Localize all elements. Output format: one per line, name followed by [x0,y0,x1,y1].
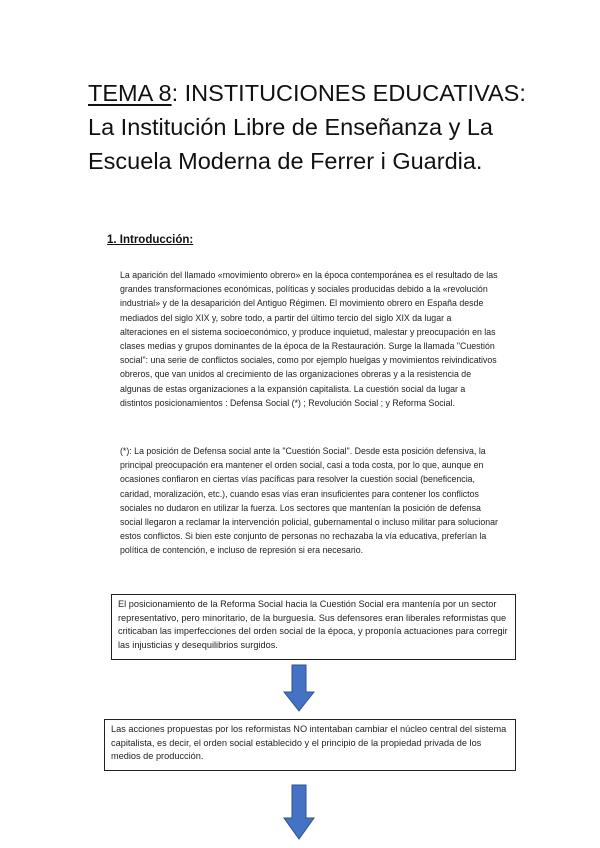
section-heading-introduccion: 1. Introducción: [107,234,194,246]
down-arrow-icon [283,664,315,712]
flow-box-acciones-reformistas: Las acciones propuestas por los reformistas NO intentaban cambiar el núcleo central del sistema capitalista, es decir, el orden social establecido y el principio de la propiedad privada de los medios de producción. [104,719,516,771]
title-topic-name: : INSTITUCIONES EDUCATIVAS: La Institución Libre de Enseñanza y La Escuela Moderna de Ferrer i Guardia. [88,80,526,174]
intro-paragraph-2: (*): La posición de Defensa social ante la "Cuestión Social". Desde esta posición defensiva, la principal preocupación era mantener el orden social, casi a toda costa, por lo que, aunque en ocasiones confiaron en ciertas vías pacíficas para resolver la cuestión social (beneficencia, caridad, moralización, etc.), cuando esas vías eran insuficientes para contener los conflictos sociales no dudaron en utilizar la fuerza. Los sectores que mantenían la posición de defensa social llegaron a reclamar la intervención policial, gubernamental o incluso militar para solucionar estos conflictos. Si bien este conjunto de personas no rechazaba la vía educativa, preferían la política de contención, e incluso de represión si era necesario. [120,446,498,556]
document-title [88,76,548,178]
title-topic-number: TEMA 8 [88,80,172,106]
intro-paragraph-1: La aparición del llamado «movimiento obrero» en la época contemporánea es el resultado de las grandes transformaciones económicas, políticas y sociales producidas debido a la «revolución industrial» y de la desaparición del Antiguo Régimen. El movimiento obrero en España desde mediados del siglo XIX y, sobre todo, a partir del último tercio del siglo XIX da lugar a alteraciones en el sistema socioeconómico, y produce inquietud, malestar y preocupación en las clases medias y grupos dominantes de la época de la Restauración. Surge la llamada "Cuestión social": una serie de conflictos sociales, como por ejemplo huelgas y movimientos reivindicativos obreros, que van unidos al crecimiento de las organizaciones obreras y a la resistencia de algunas de estas organizaciones a la expansión capitalista. La cuestión social da lugar a distintos posicionamientos : Defensa Social (*) ; Revolución Social ; y Reforma Social. [120,270,498,408]
flow-box-reforma-social: El posicionamiento de la Reforma Social hacia la Cuestión Social era mantenía por un sector representativo, pero minoritario, de la burguesía. Sus defensores eran liberales reformistas que criticaban las imperfecciones del orden social de la época, y proponía actuaciones para corregir las injusticias y desequilibrios surgidos. [111,594,516,660]
down-arrow-icon [283,784,315,840]
